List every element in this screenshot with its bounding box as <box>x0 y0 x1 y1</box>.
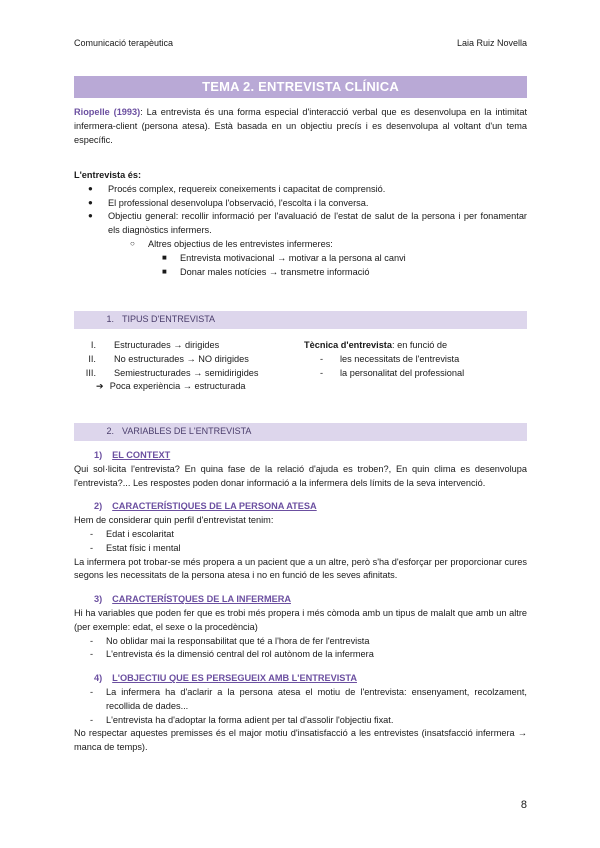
technique-heading <box>304 339 527 353</box>
subsection-heading <box>74 672 527 686</box>
subsection-title: CARACTERÍSTQUES DE LA INFERMERA <box>112 594 291 605</box>
section-number: 1. <box>106 314 114 325</box>
header-subject: Comunicació terapèutica <box>74 38 174 48</box>
subsection-title: CARACTERÍSTIQUES DE LA PERSONA ATESA <box>112 501 317 512</box>
paragraph: Qui sol·licita l'entrevista? En quina fase de la relació d'ajuda es troben?, En quin clima es desenvolupa l'entrevista?... Les respostes poden donar informació a la infermera dels límits de la seva intervenció. <box>74 463 527 488</box>
technique-rest: : en funció de <box>391 340 448 350</box>
chapter-title: TEMA 2. ENTREVISTA CLÍNICA <box>74 76 527 98</box>
list-item: - la personalitat del professional <box>304 367 527 381</box>
types-list <box>74 339 304 394</box>
subsection-title: L'OBJECTIU QUE ES PERSEGUEIX AMB L'ENTREVISTA <box>112 673 357 684</box>
header-author: Laia Ruiz Novella <box>456 38 527 48</box>
list-item: - L'entrevista ha d'adoptar la forma adient per tal d'assolir l'objectiu fixat. <box>74 714 527 728</box>
subsection-number: 4) <box>94 673 103 684</box>
list-item <box>74 339 304 353</box>
list-item: - Edat i escolaritat <box>74 528 527 542</box>
arrow-right-icon: ➔ <box>96 381 104 392</box>
list-item: ● Objectiu general: recollir informació per l'avaluació de l'estat de salut de la persona i per fonamentar els diagnòstics infermers. <box>74 210 527 238</box>
list-item: - Estat físic i mental <box>74 542 527 556</box>
section-heading-variables <box>74 423 527 441</box>
list-item <box>74 353 304 367</box>
definition-heading: L'entrevista és: <box>74 170 142 180</box>
list-item: - La infermera ha d'aclarir a la persona atesa el motiu de l'entrevista: ensenyament, recolzament, recollida de dades... <box>74 686 527 714</box>
list-number: II. <box>88 353 96 364</box>
arrow-note-text: Poca experiència → estructurada <box>109 381 246 392</box>
list-text: Estructurades → dirigides <box>114 340 220 350</box>
list-item: - les necessitats de l'entrevista <box>304 353 527 367</box>
intro-paragraph <box>74 106 527 147</box>
arrow-note <box>74 380 304 394</box>
list-text: Semiestructurades → semidirigides <box>114 367 259 378</box>
paragraph: No respectar aquestes premisses és el major motiu d'insatisfacció a les entrevistes (insatsfacció infermera → manca de temps). <box>74 728 527 753</box>
paragraph: La infermera pot trobar-se més propera a un pacient que a un altre, però s'ha d'esforçar per proporcionar cures segons les necessitats de la persona atesa i no en funció de les seves afinitats. <box>74 556 527 581</box>
subsection-title: EL CONTEXT <box>112 450 171 460</box>
list-text: No estructurades → NO dirigides <box>114 353 249 364</box>
section-title: TIPUS D'ENTREVISTA <box>122 314 216 325</box>
page-header <box>74 37 527 51</box>
list-item: - No oblidar mai la responsabilitat que té a l'hora de fer l'entrevista <box>74 635 527 649</box>
technique-block <box>304 339 527 380</box>
intro-text: : La entrevista és una forma especial d'interacció verbal que es desenvolupa en la intimitat infermera-client (persona atesa). Està basada en un objectiu precís i es desenvolupa al voltant d'un tema específic. <box>74 107 527 145</box>
page-number: 8 <box>520 799 527 811</box>
subsection-heading <box>74 593 527 607</box>
subsection-heading <box>74 449 527 463</box>
sub-sub-list-item: ■ Entrevista motivacional → motivar a la persona al canvi <box>74 252 527 266</box>
definition-section <box>74 169 527 279</box>
list-item: ● Procés complex, requereix coneixements i capacitat de comprensió. <box>74 183 527 197</box>
list-item: ● El professional desenvolupa l'observació, l'escolta i la conversa. <box>74 197 527 211</box>
section-heading-types <box>74 311 527 329</box>
subsection-heading <box>74 500 527 514</box>
list-number: III. <box>85 367 96 378</box>
paragraph: Hem de considerar quin perfil d'entrevistat tenim: <box>74 515 274 526</box>
list-number: I. <box>90 340 96 350</box>
variables-section <box>74 449 527 755</box>
definition-list <box>74 183 527 280</box>
section-title: VARIABLES DE L'ENTREVISTA <box>122 426 252 437</box>
list-item: - L'entrevista és la dimensió central del rol autònom de la infermera <box>74 648 527 662</box>
sub-list-item: ○ Altres objectius de les entrevistes infermeres: <box>74 238 527 252</box>
sub-sub-list-item: ■ Donar males notícies → transmetre informació <box>74 266 527 280</box>
subsection-number: 2) <box>94 501 103 512</box>
subsection-number: 1) <box>94 450 103 460</box>
section-number: 2. <box>106 426 114 437</box>
technique-label: Tècnica d'entrevista <box>304 340 392 350</box>
subsection-number: 3) <box>94 594 103 605</box>
citation: Riopelle (1993) <box>74 107 141 117</box>
paragraph: Hi ha variables que poden fer que es trobi més propera i més còmoda amb un tipus de malalt que amb un altre (per exemple: edat, el sexe o la procedència) <box>74 607 527 632</box>
list-item <box>74 367 304 381</box>
